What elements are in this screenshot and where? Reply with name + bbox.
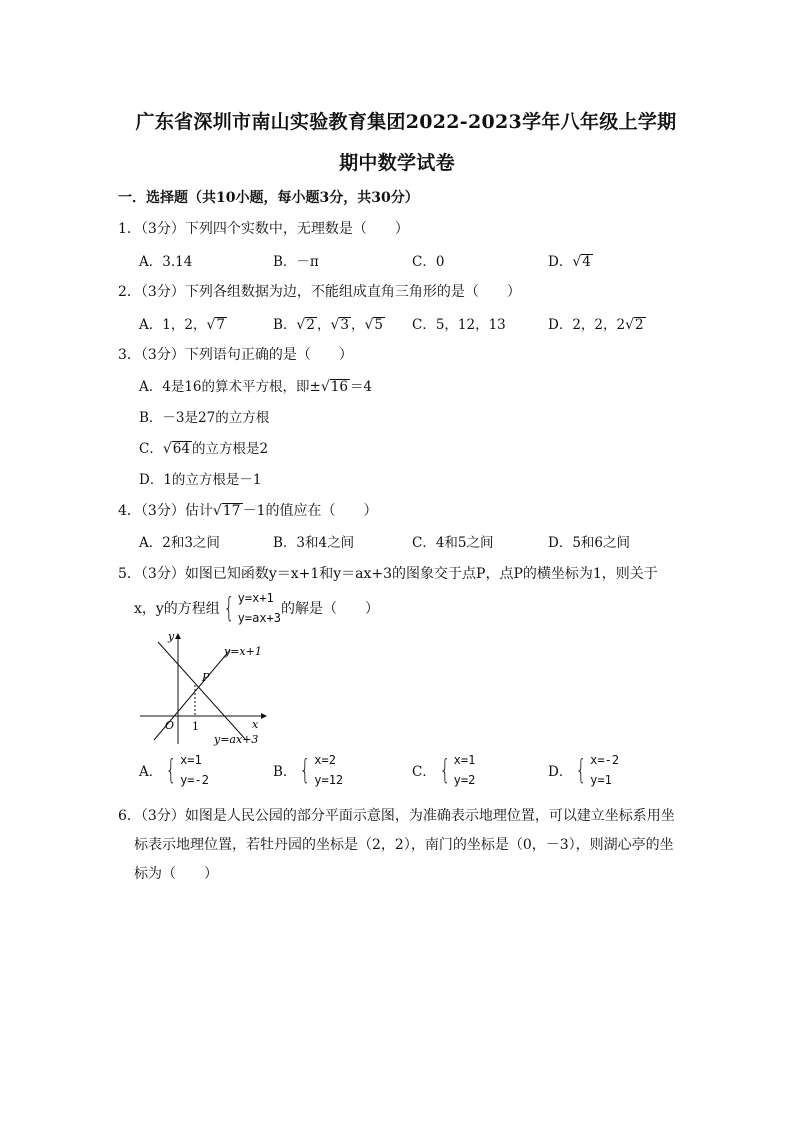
question-4-stem: 4．（3分）估计√17 －1的值应在（ ） bbox=[118, 503, 378, 519]
q4-option-d: D．5和6之间 bbox=[548, 535, 631, 551]
q3-option-d: D．1的立方根是－1 bbox=[139, 472, 262, 488]
q3-option-b: B．－3是27的立方根 bbox=[139, 410, 270, 426]
question-6-line2: 标表示地理位置，若牡丹园的坐标是（2，2），南门的坐标是（0，－3），则湖心亭的坐 bbox=[134, 837, 674, 853]
line2-label: y=ax+3 bbox=[214, 733, 259, 746]
q4-option-a: A．2和3之间 bbox=[139, 535, 220, 551]
q2-option-b: B．√2 ，√3 ，√5 bbox=[273, 317, 383, 333]
function-graph bbox=[138, 628, 278, 748]
left-brace-icon: { bbox=[223, 591, 235, 624]
x-axis-label: x bbox=[252, 718, 259, 731]
question-6-line1: 6．（3分）如图是人民公园的部分平面示意图，为准确表示地理位置，可以建立坐标系用坐 bbox=[118, 808, 675, 824]
q5-option-a: A． { x=1 y=-2 bbox=[139, 753, 209, 787]
question-5-stem-line1: 5．（3分）如图已知函数y＝x+1和y＝ax+3的图象交于点P，点P的横坐标为1，则关于 bbox=[118, 566, 658, 582]
equation-system: y=x+1 y=ax+3 bbox=[237, 591, 281, 625]
line1-label: y=x+1 bbox=[224, 645, 262, 658]
tick-label: 1 bbox=[192, 720, 199, 733]
y-axis-label: y bbox=[168, 630, 175, 643]
q2-option-a: A．1，2，√7 bbox=[139, 317, 225, 333]
question-2-stem: 2．（3分）下列各组数据为边，不能组成直角三角形的是（ ） bbox=[118, 284, 521, 300]
q1-option-b: B．－π bbox=[273, 254, 319, 270]
question-5-stem-line2: x，y的方程组 { y=x+1 y=ax+3的解是（ ） bbox=[134, 588, 379, 628]
point-p-label: P bbox=[202, 671, 210, 684]
origin-label: O bbox=[165, 719, 175, 732]
q4-option-c: C．4和5之间 bbox=[412, 535, 494, 551]
exam-title-line2: 期中数学试卷 bbox=[339, 152, 455, 174]
q5-option-b: B． { x=2 y=12 bbox=[273, 753, 344, 787]
radicand: 4 bbox=[582, 254, 591, 270]
exam-title-line1: 广东省深圳市南山实验教育集团2022-2023学年八年级上学期 bbox=[135, 111, 677, 133]
question-1-stem: 1．（3分）下列四个实数中，无理数是（ ） bbox=[118, 221, 409, 237]
q4-option-b: B．3和4之间 bbox=[273, 535, 355, 551]
q1-option-d: D．√4 bbox=[548, 254, 591, 270]
q2-option-d: D．2，2，2√2 bbox=[548, 317, 644, 333]
q5-option-c: C． { x=1 y=2 bbox=[412, 753, 476, 787]
q1-option-c: C．0 bbox=[412, 254, 445, 270]
q1-option-a: A．3.14 bbox=[139, 254, 193, 270]
q3-option-c: C．√64 的立方根是2 bbox=[139, 441, 269, 457]
q3-option-a: A．4是16的算术平方根，即±√16 ＝4 bbox=[139, 379, 373, 395]
question-3-stem: 3．（3分）下列语句正确的是（ ） bbox=[118, 347, 353, 363]
section-heading: 一．选择题（共10小题，每小题3分，共30分） bbox=[118, 190, 419, 206]
q5-option-d: D． { x=-2 y=1 bbox=[548, 753, 620, 787]
q2-option-c: C．5，12，13 bbox=[412, 317, 506, 333]
question-6-line3: 标为（ ） bbox=[134, 866, 218, 882]
